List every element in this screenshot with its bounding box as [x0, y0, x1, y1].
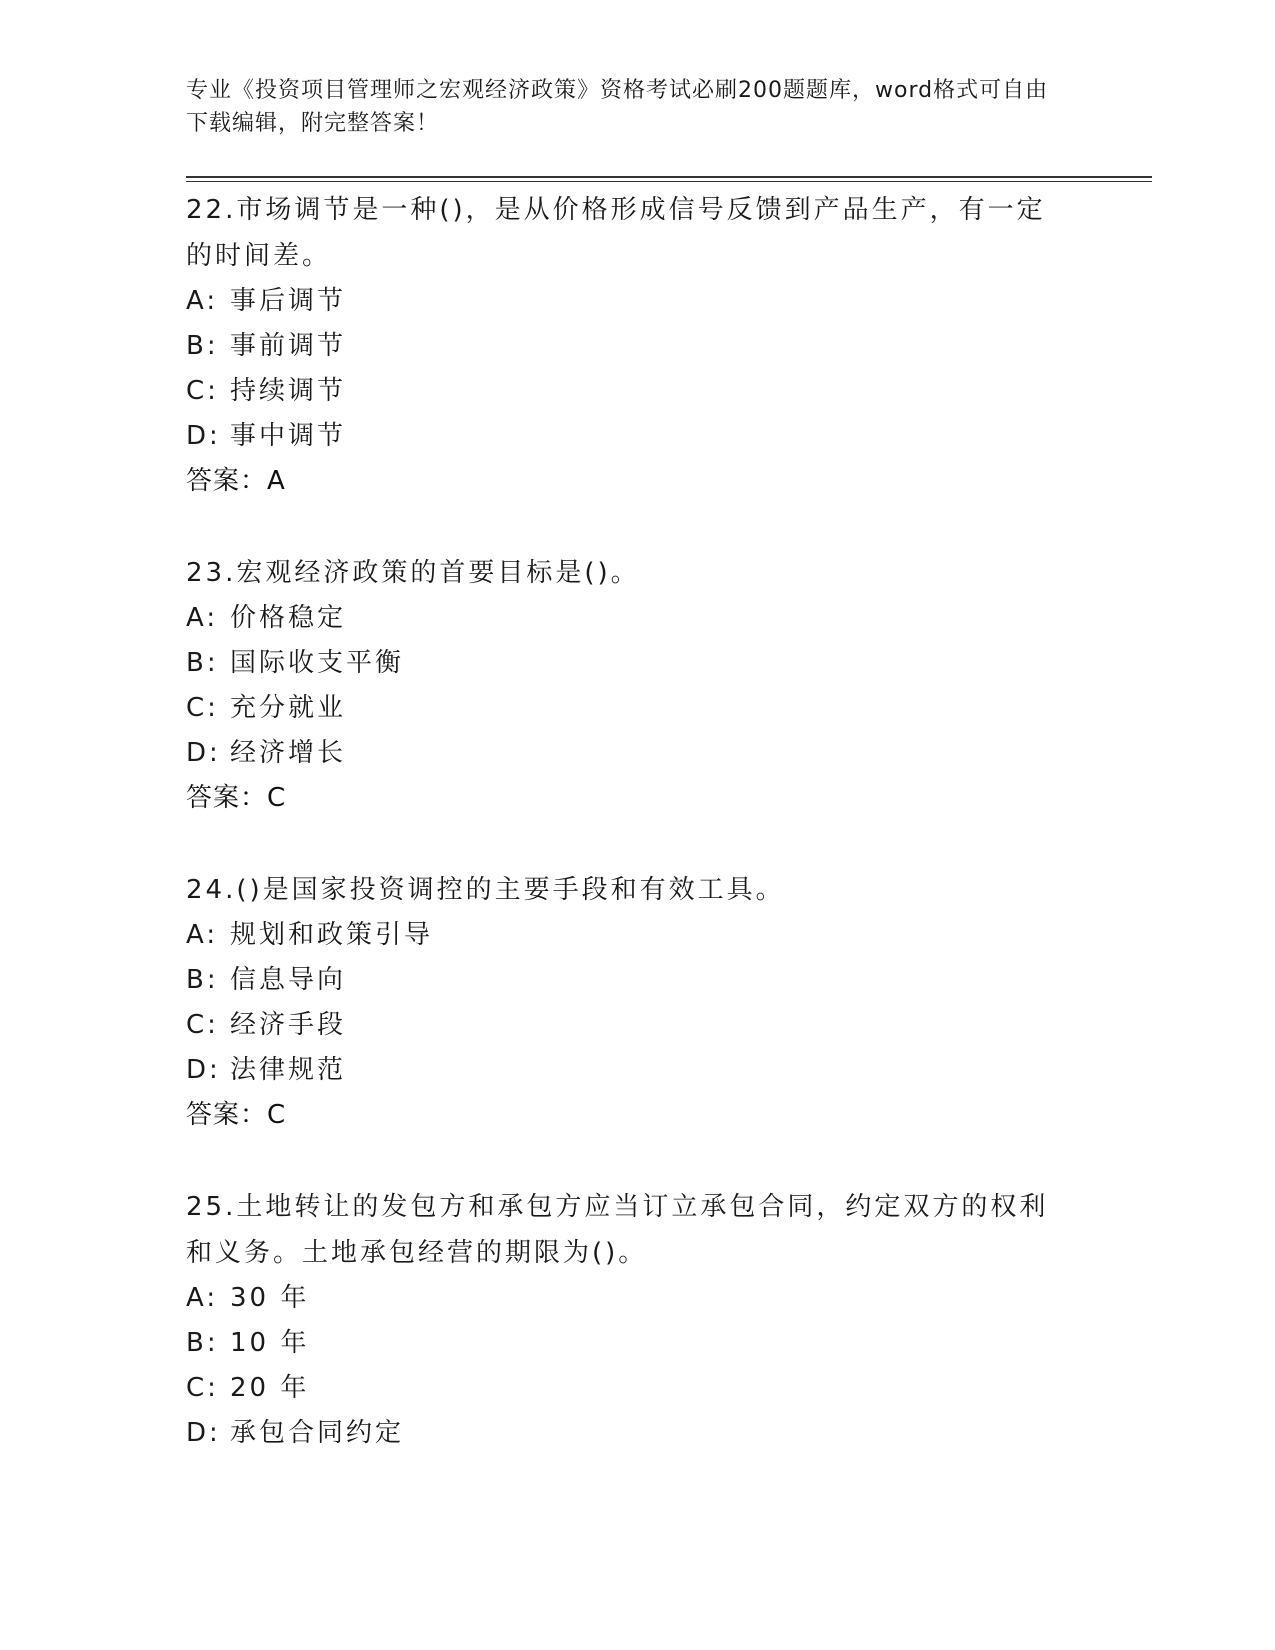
option-d: [186, 1048, 1086, 1093]
question-23: [186, 550, 1086, 821]
option-letter: D:: [186, 421, 221, 451]
answer-value: A: [267, 466, 286, 496]
answer-line: [186, 459, 1086, 504]
option-c: [186, 1366, 1086, 1411]
answer-value: C: [267, 1100, 287, 1130]
question-stem: 24.()是国家投资调控的主要手段和有效工具。: [186, 875, 785, 905]
option-text: 价格稳定: [230, 603, 347, 633]
question-22: [186, 187, 1086, 504]
option-text: 经济手段: [230, 1010, 347, 1040]
answer-label: 答案：: [186, 466, 268, 496]
document-header: 专业《投资项目管理师之宏观经济政策》资格考试必刷200题题库，word格式可自由下载编辑，附完整答案！: [186, 78, 1049, 136]
option-text: 30 年: [230, 1283, 310, 1313]
option-letter: D:: [186, 738, 221, 768]
question-25: [186, 1184, 1086, 1456]
option-b: [186, 958, 1086, 1003]
option-text: 事前调节: [230, 331, 347, 361]
option-text: 20 年: [230, 1373, 310, 1403]
option-letter: D:: [186, 1418, 221, 1448]
option-text: 信息导向: [230, 965, 347, 995]
option-c: [186, 369, 1086, 414]
question-list: [186, 187, 1086, 1502]
option-text: 国际收支平衡: [230, 648, 405, 678]
option-letter: A:: [186, 1283, 219, 1313]
option-a: [186, 596, 1086, 641]
option-text: 10 年: [230, 1328, 310, 1358]
option-a: [186, 913, 1086, 958]
option-letter: A:: [186, 920, 219, 950]
option-letter: B:: [186, 1328, 219, 1358]
option-b: [186, 324, 1086, 369]
option-a: [186, 279, 1086, 324]
option-text: 经济增长: [230, 738, 347, 768]
option-b: [186, 641, 1086, 686]
option-d: [186, 414, 1086, 459]
answer-line: [186, 776, 1086, 821]
option-letter: A:: [186, 603, 219, 633]
option-letter: C:: [186, 693, 219, 723]
answer-value: C: [267, 783, 287, 813]
option-letter: D:: [186, 1055, 221, 1085]
option-letter: C:: [186, 1010, 219, 1040]
option-b: [186, 1321, 1086, 1366]
option-d: [186, 731, 1086, 776]
option-letter: C:: [186, 376, 219, 406]
header-divider: [186, 176, 1152, 182]
option-text: 承包合同约定: [230, 1418, 405, 1448]
question-24: [186, 867, 1086, 1138]
answer-line: [186, 1093, 1086, 1138]
option-letter: A:: [186, 286, 219, 316]
option-d: [186, 1411, 1086, 1456]
option-text: 充分就业: [230, 693, 347, 723]
option-text: 持续调节: [230, 376, 347, 406]
answer-label: 答案：: [186, 1100, 268, 1130]
option-text: 规划和政策引导: [230, 920, 434, 950]
option-text: 事后调节: [230, 286, 347, 316]
option-text: 法律规范: [230, 1055, 347, 1085]
question-stem: 25.土地转让的发包方和承包方应当订立承包合同，约定双方的权利和义务。土地承包经营的期限为()。: [186, 1192, 1049, 1268]
option-c: [186, 1003, 1086, 1048]
option-letter: B:: [186, 331, 219, 361]
option-text: 事中调节: [230, 421, 347, 451]
question-stem: 23.宏观经济政策的首要目标是()。: [186, 558, 640, 588]
answer-label: 答案：: [186, 783, 268, 813]
option-letter: C:: [186, 1373, 219, 1403]
question-stem: 22.市场调节是一种()，是从价格形成信号反馈到产品生产，有一定的时间差。: [186, 195, 1046, 271]
option-c: [186, 686, 1086, 731]
option-a: [186, 1276, 1086, 1321]
option-letter: B:: [186, 648, 219, 678]
option-letter: B:: [186, 965, 219, 995]
